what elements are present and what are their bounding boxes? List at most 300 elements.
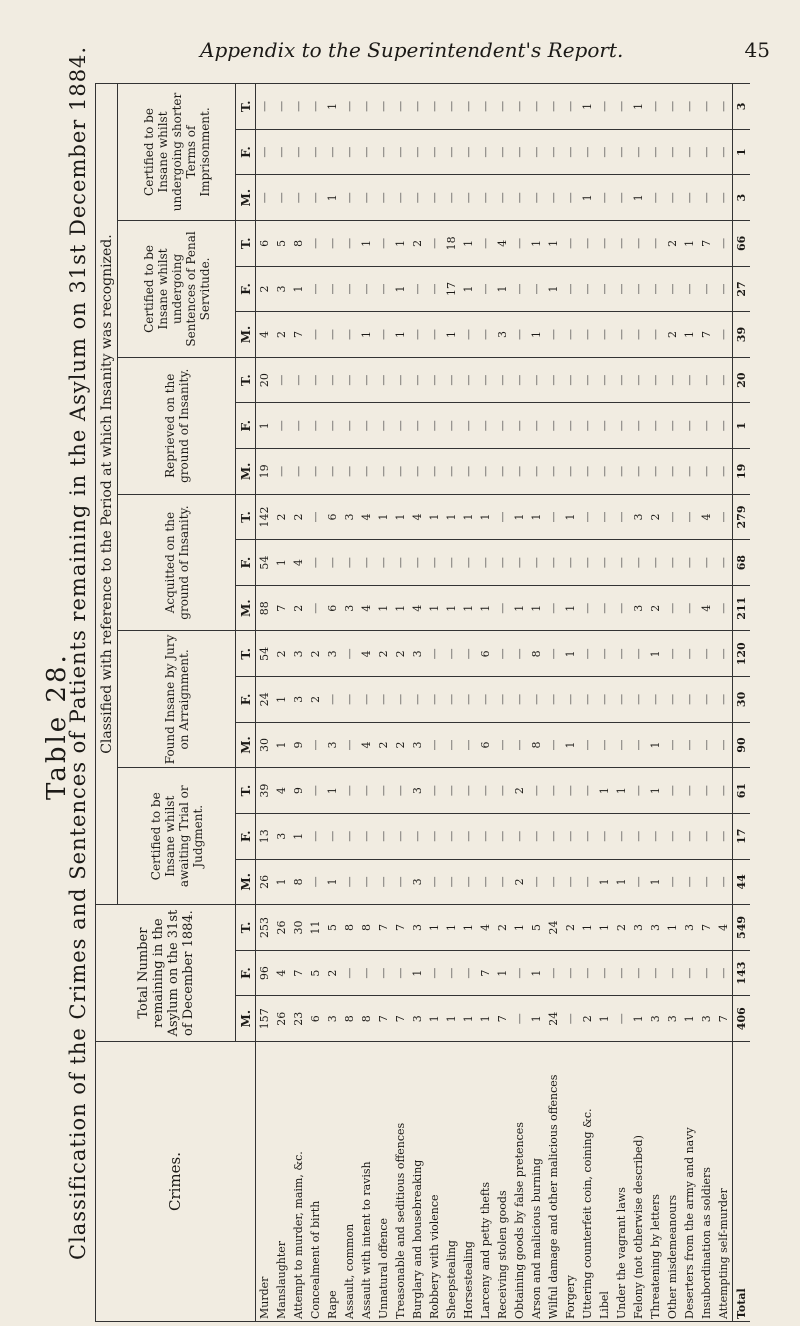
value-cell: — [613, 175, 630, 221]
value-cell: — [307, 221, 324, 267]
value-cell: — [664, 266, 681, 312]
value-cell: 1 [511, 494, 528, 540]
value-cell: 7 [392, 905, 409, 951]
value-cell: 8 [341, 996, 358, 1042]
value-cell: — [613, 996, 630, 1042]
value-cell: — [596, 813, 613, 859]
value-cell: — [392, 175, 409, 221]
value-cell: — [426, 950, 443, 996]
value-cell: 3 [630, 905, 647, 951]
value-cell: — [596, 677, 613, 723]
value-cell: — [375, 859, 392, 905]
value-cell: 3 [732, 175, 750, 221]
value-cell: 6 [324, 494, 341, 540]
table-row [341, 83, 358, 1321]
col-label: M. [236, 312, 256, 358]
value-cell: — [681, 357, 698, 403]
crime-label: Forgery [562, 1042, 579, 1322]
value-cell: 4 [290, 540, 307, 586]
value-cell: 1 [460, 221, 477, 267]
crime-label: Uttering counterfeit coin, coining &c. [579, 1042, 596, 1322]
value-cell: — [545, 494, 562, 540]
value-cell: — [698, 449, 715, 495]
value-cell: 1 [324, 83, 341, 129]
value-cell: — [596, 266, 613, 312]
classified-header: Classified with reference to the Period at which Insanity was recognized. [96, 83, 118, 904]
value-cell: — [613, 449, 630, 495]
value-cell: — [358, 357, 375, 403]
value-cell: — [511, 950, 528, 996]
value-cell: — [613, 722, 630, 768]
table-subtitle: Classification of the Crimes and Sentences of Patients remaining in the Asylum on 31st December 1884. [66, 45, 90, 1260]
value-cell: — [409, 175, 426, 221]
value-cell: 1 [255, 403, 273, 449]
col-label: T. [236, 221, 256, 267]
crime-label: Burglary and housebreaking [409, 1042, 426, 1322]
crime-label: Assault with intent to ravish [358, 1042, 375, 1322]
value-cell: — [579, 221, 596, 267]
value-cell: — [528, 83, 545, 129]
value-cell: — [528, 449, 545, 495]
value-cell: — [392, 540, 409, 586]
table-row [375, 83, 392, 1321]
value-cell: — [358, 129, 375, 175]
value-cell: — [630, 950, 647, 996]
value-cell: — [511, 677, 528, 723]
value-cell: — [460, 950, 477, 996]
value-cell: 20 [732, 357, 750, 403]
value-cell: 1 [630, 83, 647, 129]
value-cell: — [341, 221, 358, 267]
value-cell: 1 [460, 905, 477, 951]
value-cell: 3 [664, 996, 681, 1042]
value-cell: — [477, 83, 494, 129]
value-cell: — [698, 722, 715, 768]
value-cell: — [494, 83, 511, 129]
value-cell: — [579, 129, 596, 175]
value-cell: — [443, 83, 460, 129]
value-cell: — [596, 221, 613, 267]
value-cell: — [562, 175, 579, 221]
value-cell: 1 [545, 266, 562, 312]
value-cell: — [511, 357, 528, 403]
value-cell: — [545, 129, 562, 175]
value-cell: — [613, 266, 630, 312]
col-label: F. [236, 266, 256, 312]
value-cell: 1 [681, 996, 698, 1042]
value-cell: — [596, 950, 613, 996]
value-cell: — [664, 494, 681, 540]
value-cell: 54 [255, 631, 273, 677]
crime-label: Threatening by letters [647, 1042, 664, 1322]
table-row [511, 83, 528, 1321]
value-cell: 6 [255, 221, 273, 267]
value-cell: — [443, 813, 460, 859]
value-cell: — [426, 859, 443, 905]
total-header: Total Number remaining in the Asylum on the 31st of December 1884. [96, 905, 236, 1042]
value-cell: — [545, 859, 562, 905]
value-cell: — [562, 950, 579, 996]
value-cell: — [698, 83, 715, 129]
value-cell: — [715, 129, 733, 175]
value-cell: — [664, 859, 681, 905]
value-cell: 1 [426, 494, 443, 540]
value-cell: — [392, 449, 409, 495]
value-cell: — [511, 129, 528, 175]
value-cell: — [579, 403, 596, 449]
crime-label: Manslaughter [273, 1042, 290, 1322]
value-cell: 1 [579, 905, 596, 951]
crime-label: Rape [324, 1042, 341, 1322]
value-cell: 7 [715, 996, 733, 1042]
value-cell: — [426, 631, 443, 677]
value-cell: — [579, 585, 596, 631]
crime-label: Deserters from the army and navy [681, 1042, 698, 1322]
value-cell: — [494, 540, 511, 586]
table-row [443, 83, 460, 1321]
value-cell: — [392, 83, 409, 129]
table-row [562, 83, 579, 1321]
value-cell: — [545, 403, 562, 449]
value-cell: — [698, 768, 715, 814]
table-row [579, 83, 596, 1321]
value-cell: — [426, 175, 443, 221]
value-cell: — [375, 540, 392, 586]
value-cell: — [630, 631, 647, 677]
value-cell: 2 [613, 905, 630, 951]
value-cell: — [341, 403, 358, 449]
value-cell: 8 [528, 722, 545, 768]
value-cell: — [477, 175, 494, 221]
value-cell: 7 [698, 312, 715, 358]
value-cell: 3 [324, 722, 341, 768]
value-cell: 1 [579, 175, 596, 221]
value-cell: — [426, 129, 443, 175]
value-cell: — [647, 449, 664, 495]
value-cell: 4 [698, 494, 715, 540]
value-cell: 4 [715, 905, 733, 951]
crime-label: Wilful damage and other malicious offences [545, 1042, 562, 1322]
value-cell: — [613, 813, 630, 859]
value-cell: — [664, 631, 681, 677]
value-cell: — [715, 83, 733, 129]
value-cell: 1 [528, 950, 545, 996]
value-cell: 3 [681, 905, 698, 951]
value-cell: — [341, 175, 358, 221]
value-cell: 1 [443, 585, 460, 631]
value-cell: — [443, 403, 460, 449]
value-cell: 1 [426, 996, 443, 1042]
value-cell: — [307, 813, 324, 859]
value-cell: — [375, 266, 392, 312]
value-cell: 1 [392, 494, 409, 540]
value-cell: — [324, 312, 341, 358]
value-cell: 1 [273, 677, 290, 723]
value-cell: 3 [409, 905, 426, 951]
value-cell: — [698, 403, 715, 449]
value-cell: — [630, 677, 647, 723]
table-row [426, 83, 443, 1321]
value-cell: 2 [647, 494, 664, 540]
value-cell: — [511, 266, 528, 312]
value-cell: 1 [528, 494, 545, 540]
value-cell: — [647, 129, 664, 175]
value-cell: — [681, 950, 698, 996]
value-cell: 1 [732, 129, 750, 175]
value-cell: — [545, 83, 562, 129]
value-cell: — [460, 83, 477, 129]
value-cell: — [715, 449, 733, 495]
value-cell: — [562, 449, 579, 495]
value-cell: — [375, 357, 392, 403]
value-cell: — [715, 859, 733, 905]
value-cell: — [681, 722, 698, 768]
value-cell: — [698, 813, 715, 859]
value-cell: — [596, 129, 613, 175]
value-cell: — [426, 312, 443, 358]
value-cell: — [562, 768, 579, 814]
value-cell: — [290, 129, 307, 175]
value-cell: 1 [681, 221, 698, 267]
value-cell: — [358, 540, 375, 586]
value-cell: — [545, 950, 562, 996]
value-cell: 1 [477, 585, 494, 631]
value-cell: — [460, 768, 477, 814]
value-cell: 2 [579, 996, 596, 1042]
col-label: F. [236, 129, 256, 175]
value-cell: — [494, 859, 511, 905]
value-cell: — [545, 722, 562, 768]
value-cell: — [664, 403, 681, 449]
value-cell: 2 [255, 266, 273, 312]
table-row [630, 83, 647, 1321]
value-cell: — [715, 540, 733, 586]
value-cell: — [579, 357, 596, 403]
value-cell: 4 [273, 950, 290, 996]
value-cell: — [630, 403, 647, 449]
value-cell: — [664, 722, 681, 768]
value-cell: — [545, 677, 562, 723]
value-cell: 1 [460, 996, 477, 1042]
value-cell: 1 [324, 175, 341, 221]
value-cell: — [562, 677, 579, 723]
value-cell: — [596, 83, 613, 129]
value-cell: — [375, 677, 392, 723]
value-cell: 3 [630, 494, 647, 540]
value-cell: — [460, 813, 477, 859]
value-cell: — [375, 449, 392, 495]
value-cell: — [511, 312, 528, 358]
value-cell: — [715, 585, 733, 631]
value-cell: 7 [392, 996, 409, 1042]
value-cell: 1 [494, 950, 511, 996]
value-cell: — [664, 813, 681, 859]
value-cell: — [613, 494, 630, 540]
value-cell: — [579, 449, 596, 495]
value-cell: — [579, 859, 596, 905]
value-cell: — [681, 83, 698, 129]
value-cell: — [460, 129, 477, 175]
value-cell: 4 [409, 585, 426, 631]
value-cell: — [443, 540, 460, 586]
table-row [358, 83, 375, 1321]
value-cell: — [494, 677, 511, 723]
value-cell: — [630, 722, 647, 768]
running-head [190, 38, 770, 68]
value-cell: 19 [732, 449, 750, 495]
value-cell: — [307, 585, 324, 631]
crime-label: Concealment of birth [307, 1042, 324, 1322]
value-cell: 8 [290, 221, 307, 267]
table-row [307, 83, 324, 1321]
value-cell: 1 [545, 221, 562, 267]
value-cell: — [613, 129, 630, 175]
value-cell: — [579, 494, 596, 540]
value-cell: — [477, 266, 494, 312]
value-cell: — [613, 221, 630, 267]
value-cell: — [443, 449, 460, 495]
value-cell: — [562, 813, 579, 859]
value-cell: — [426, 677, 443, 723]
value-cell: — [579, 540, 596, 586]
value-cell: 1 [290, 266, 307, 312]
col-label: M. [236, 585, 256, 631]
value-cell: — [681, 813, 698, 859]
value-cell: 2 [375, 722, 392, 768]
value-cell: 2 [392, 722, 409, 768]
col-label: F. [236, 403, 256, 449]
value-cell: 3 [409, 768, 426, 814]
value-cell: 26 [273, 905, 290, 951]
value-cell: 1 [273, 722, 290, 768]
value-cell: — [698, 631, 715, 677]
value-cell: — [375, 813, 392, 859]
value-cell: — [715, 357, 733, 403]
value-cell: 4 [494, 221, 511, 267]
value-cell: — [613, 403, 630, 449]
value-cell: — [358, 813, 375, 859]
value-cell: — [426, 83, 443, 129]
value-cell: 1 [358, 312, 375, 358]
value-cell: — [596, 722, 613, 768]
value-cell: — [443, 859, 460, 905]
value-cell: — [715, 813, 733, 859]
crime-label: Attempting self-murder [715, 1042, 733, 1322]
value-cell: — [375, 221, 392, 267]
crime-label: Receiving stolen goods [494, 1042, 511, 1322]
rotated-table [95, 84, 750, 1322]
table-row [494, 83, 511, 1321]
value-cell: 1 [528, 996, 545, 1042]
value-cell: 7 [290, 312, 307, 358]
value-cell: 3 [290, 677, 307, 723]
value-cell: 1 [460, 266, 477, 312]
value-cell: — [409, 813, 426, 859]
value-cell: — [409, 129, 426, 175]
value-cell: 68 [732, 540, 750, 586]
value-cell: 1 [426, 585, 443, 631]
value-cell: — [545, 540, 562, 586]
value-cell: — [460, 449, 477, 495]
value-cell: — [307, 83, 324, 129]
value-cell: — [273, 403, 290, 449]
value-cell: 54 [255, 540, 273, 586]
value-cell: — [273, 129, 290, 175]
col-label: T. [236, 768, 256, 814]
value-cell: 4 [409, 494, 426, 540]
value-cell: — [715, 403, 733, 449]
value-cell: — [324, 449, 341, 495]
value-cell: — [443, 631, 460, 677]
value-cell: — [290, 175, 307, 221]
value-cell: 2 [647, 585, 664, 631]
value-cell: — [273, 175, 290, 221]
value-cell: — [681, 129, 698, 175]
value-cell: 1 [528, 312, 545, 358]
value-cell: — [426, 221, 443, 267]
value-cell: 4 [477, 905, 494, 951]
value-cell: — [290, 357, 307, 403]
value-cell: — [630, 540, 647, 586]
value-cell: — [613, 312, 630, 358]
value-cell: — [664, 540, 681, 586]
table-row [681, 83, 698, 1321]
value-cell: — [341, 266, 358, 312]
value-cell: 3 [732, 83, 750, 129]
value-cell: 66 [732, 221, 750, 267]
value-cell: — [460, 631, 477, 677]
value-cell: — [477, 312, 494, 358]
value-cell: — [341, 312, 358, 358]
value-cell: 26 [273, 996, 290, 1042]
value-cell: 142 [255, 494, 273, 540]
value-cell: — [426, 540, 443, 586]
value-cell: — [562, 357, 579, 403]
value-cell: — [392, 813, 409, 859]
value-cell: — [630, 859, 647, 905]
value-cell: — [698, 357, 715, 403]
crime-label: Treasonable and seditious offences [392, 1042, 409, 1322]
value-cell: 5 [528, 905, 545, 951]
value-cell: — [409, 266, 426, 312]
value-cell: — [358, 449, 375, 495]
value-cell: — [681, 403, 698, 449]
value-cell: — [715, 768, 733, 814]
value-cell: 26 [255, 859, 273, 905]
value-cell: — [511, 631, 528, 677]
value-cell: — [613, 357, 630, 403]
value-cell: — [647, 677, 664, 723]
value-cell: — [324, 677, 341, 723]
value-cell: — [392, 129, 409, 175]
value-cell: — [358, 175, 375, 221]
value-cell: 13 [255, 813, 273, 859]
value-cell: — [511, 996, 528, 1042]
value-cell: 4 [698, 585, 715, 631]
value-cell: 1 [528, 585, 545, 631]
crime-label: Sheepstealing [443, 1042, 460, 1322]
value-cell: 1 [596, 996, 613, 1042]
value-cell: — [647, 312, 664, 358]
value-cell: — [460, 677, 477, 723]
value-cell: — [409, 449, 426, 495]
value-cell: — [528, 266, 545, 312]
value-cell: — [477, 677, 494, 723]
value-cell: — [307, 403, 324, 449]
value-cell: 5 [324, 905, 341, 951]
table-row [324, 83, 341, 1321]
value-cell: 1 [647, 722, 664, 768]
